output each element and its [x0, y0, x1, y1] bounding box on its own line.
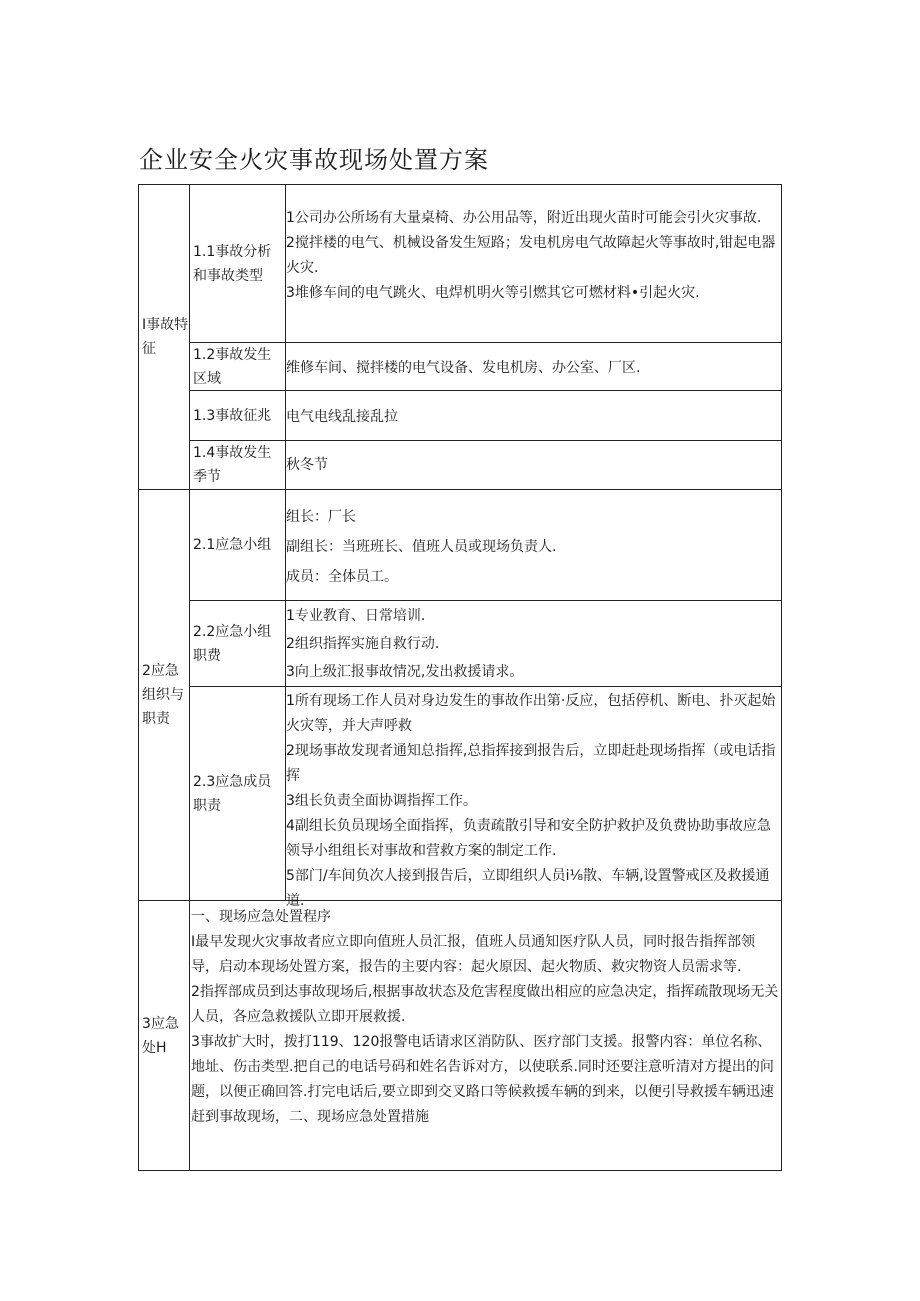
row-content-team-duties: 1专业教育、日常培训. 2组织指挥实施自救行动. 3向上级汇报事故情况,发出救援请求。 — [286, 608, 524, 680]
row-content-accident-signs: 电气电线乱接乱拉 — [286, 409, 398, 425]
row-label-accident-analysis: 1.1事故分析和事故类型 — [193, 243, 272, 284]
row-label-accident-season: 1.4事故发生季节 — [193, 445, 272, 485]
row-label-member-duties: 2.3应急成员职责 — [193, 773, 272, 814]
row-label-accident-area: 1.2事故发生区域 — [193, 346, 272, 387]
row-content-accident-analysis: 1公司办公所场有大量桌椅、办公用品等，附近出现火苗时可能会引火灾事故. 2搅拌楼的电气、机械设备发生短路；发电机房电气故障起火等事故时,钳起电器火灾. 3堆修车间的电气跳火、电焊机明火等引燃其它可燃材料•引起火灾. — [286, 210, 776, 301]
emergency-handling-content: 一、现场应急处置程序 I最早发现火灾事故者应立即向值班人员汇报，值班人员通知医疗队人员，同时报告指挥部领导，启动本现场处置方案，报告的主要内容：起火原因、起火物质、救灾物资人员需求等. 2指挥部成员到达事故现场后,根据事故状态及危害程度做出相应的应急决定，指挥疏散现场无关人员，各应急救援队立即开展救援. 3事故扩大时，拨打119、120报警电话请求区消防队、医疗部门支援。报警内容：单位名称、地址、伤击类型.把自己的电话号码和姓名告诉对方，以使联系.同时还要注意听清对方提出的问题，以便正确回答.打完电话后,要立即到交叉路口等候救援车辆的到来，以便引导救援车辆迅速赶到事故现场，二、现场应急处置措施 — [191, 909, 779, 1125]
row-label-team-duties: 2.2应急小组职费 — [193, 623, 272, 664]
section-label-emergency-handling: 3应急处H — [142, 1015, 179, 1056]
row-content-accident-area: 维修车间、搅拌楼的电气设备、发电机房、办公室、厂区. — [286, 360, 641, 376]
row-content-accident-season: 秋冬节 — [286, 457, 328, 473]
row-content-member-duties: 1所有现场工作人员对身边发生的事故作出第·反应，包括停机、断电、扑灭起始火灾等，并大声呼救 2现场事故发现者通知总指挥,总指挥接到报告后，立即赶赴现场指挥（或电话指挥 3组长负责全面协调指挥工作。 4副组长负员现场全面指挥，负责疏散引导和安全防护救护及负费协助事故应急领导小组组长对事故和营救方案的制定工作. 5部门/车间负次人接到报告后，立即组织人员i⅛散、车辆,设置警戒区及救援通道. — [286, 693, 776, 909]
procedure-table — [138, 184, 782, 1171]
row-content-emergency-team: 组长：厂长 副组长：当班班长、值班人员或现场负责人. 成员：全体员工。 — [286, 509, 557, 585]
row-label-accident-signs: 1.3事故征兆 — [193, 407, 272, 424]
row-label-emergency-team: 2.1应急小组 — [193, 537, 272, 553]
section-label-accident-features: I事故特征 — [142, 317, 189, 357]
section-label-emergency-organization: 2应急组织与职责 — [142, 663, 184, 727]
page-title: 企业安全火灾事故现场处置方案 — [139, 146, 489, 174]
